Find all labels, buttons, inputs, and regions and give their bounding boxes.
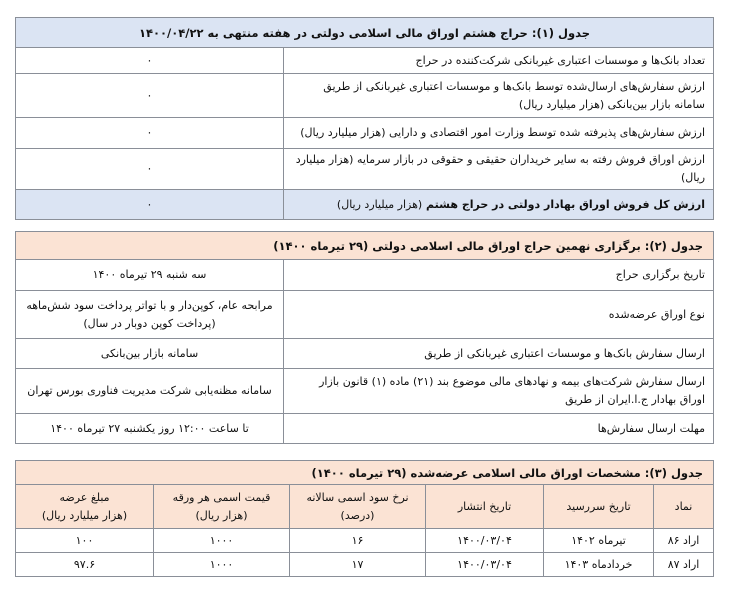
- row-value: سه شنبه ۲۹ تیرماه ۱۴۰۰: [16, 260, 284, 291]
- row-label: نوع اوراق عرضه‌شده: [284, 291, 714, 339]
- row-value: ۰: [16, 118, 284, 149]
- cell-issue-date: ۱۴۰۰/۰۳/۰۴: [426, 553, 544, 577]
- row-label: ارزش سفارش‌های پذیرفته شده توسط وزارت امور اقتصادی و دارایی (هزار میلیارد ریال): [284, 118, 714, 149]
- cell-maturity-date: تیرماه ۱۴۰۲: [544, 529, 654, 553]
- row-value: سامانه بازار بین‌بانکی: [16, 339, 284, 369]
- row-label: ارسال سفارش بانک‌ها و موسسات اعتباری غیربانکی از طریق: [284, 339, 714, 369]
- cell-symbol: اراد ۸۷: [654, 553, 714, 577]
- table-row: [16, 149, 714, 190]
- cell-face-value: ۱۰۰۰: [154, 553, 290, 577]
- row-value: ۰: [16, 48, 284, 74]
- header-issue-date: تاریخ انتشار: [426, 485, 544, 529]
- row-label: ارزش اوراق فروش رفته به سایر خریداران حقیقی و حقوقی در بازار سرمایه (هزار میلیارد ریال): [284, 149, 714, 190]
- table-3-title: جدول (۳): مشخصات اوراق مالی اسلامی عرضه‌شده (۲۹ تیرماه ۱۴۰۰): [16, 461, 714, 485]
- row-label: تاریخ برگزاری حراج: [284, 260, 714, 291]
- total-label-bold: ارزش کل فروش اوراق بهادار دولتی در حراج هشتم: [426, 197, 706, 211]
- cell-issue-date: ۱۴۰۰/۰۳/۰۴: [426, 529, 544, 553]
- table-row: [16, 339, 714, 369]
- header-face-value: قیمت اسمی هر ورقه (هزار ریال): [154, 485, 290, 529]
- header-maturity-date: تاریخ سررسید: [544, 485, 654, 529]
- table-2-title: جدول (۲): برگزاری نهمین حراج اوراق مالی اسلامی دولتی (۲۹ تیرماه ۱۴۰۰): [16, 232, 714, 260]
- table-row: [16, 118, 714, 149]
- cell-maturity-date: خردادماه ۱۴۰۳: [544, 553, 654, 577]
- table-2-auction-schedule: [15, 231, 714, 444]
- header-offer-amount: مبلغ عرضه (هزار میلیارد ریال): [16, 485, 154, 529]
- table-row: [16, 291, 714, 339]
- row-value: تا ساعت ۱۲:۰۰ روز یکشنبه ۲۷ تیرماه ۱۴۰۰: [16, 414, 284, 444]
- row-value: ۰: [16, 149, 284, 190]
- row-value: ۰: [16, 74, 284, 118]
- table-row: [16, 74, 714, 118]
- row-label: تعداد بانک‌ها و موسسات اعتباری غیربانکی شرکت‌کننده در حراج: [284, 48, 714, 74]
- table-row: [16, 48, 714, 74]
- total-label: [284, 190, 714, 220]
- cell-offer-amount: ۱۰۰: [16, 529, 154, 553]
- row-label: مهلت ارسال سفارش‌ها: [284, 414, 714, 444]
- total-row: [16, 190, 714, 220]
- table-row: [16, 553, 714, 577]
- table-1-title: جدول (۱): حراج هشتم اوراق مالی اسلامی دولتی در هفته منتهی به ۱۴۰۰/۰۴/۲۲: [16, 18, 714, 48]
- header-interest-rate: نرخ سود اسمی سالانه (درصد): [290, 485, 426, 529]
- table-1-auction-results: [15, 17, 714, 220]
- cell-face-value: ۱۰۰۰: [154, 529, 290, 553]
- table-row: [16, 529, 714, 553]
- table-row: [16, 414, 714, 444]
- table-row: [16, 260, 714, 291]
- cell-offer-amount: ۹۷.۶: [16, 553, 154, 577]
- cell-symbol: اراد ۸۶: [654, 529, 714, 553]
- row-label: ارسال سفارش شرکت‌های بیمه و نهادهای مالی موضوع بند (۲۱) ماده (۱) قانون بازار اوراق بهادار ج.ا.ایران از طریق: [284, 369, 714, 414]
- cell-interest-rate: ۱۷: [290, 553, 426, 577]
- table-3-securities-specs: [15, 460, 714, 577]
- row-label: ارزش سفارش‌های ارسال‌شده توسط بانک‌ها و موسسات اعتباری غیربانکی از طریق سامانه بازار بین‌بانکی (هزار میلیارد ریال): [284, 74, 714, 118]
- cell-interest-rate: ۱۶: [290, 529, 426, 553]
- header-symbol: نماد: [654, 485, 714, 529]
- table-header-row: [16, 485, 714, 529]
- row-value: مرابحه عام، کوپن‌دار و با تواتر پرداخت سود شش‌ماهه (پرداخت کوپن دوبار در سال): [16, 291, 284, 339]
- table-row: [16, 369, 714, 414]
- row-value: سامانه مظنه‌یابی شرکت مدیریت فناوری بورس تهران: [16, 369, 284, 414]
- total-value: ۰: [16, 190, 284, 220]
- total-label-unit: (هزار میلیارد ریال): [336, 197, 423, 211]
